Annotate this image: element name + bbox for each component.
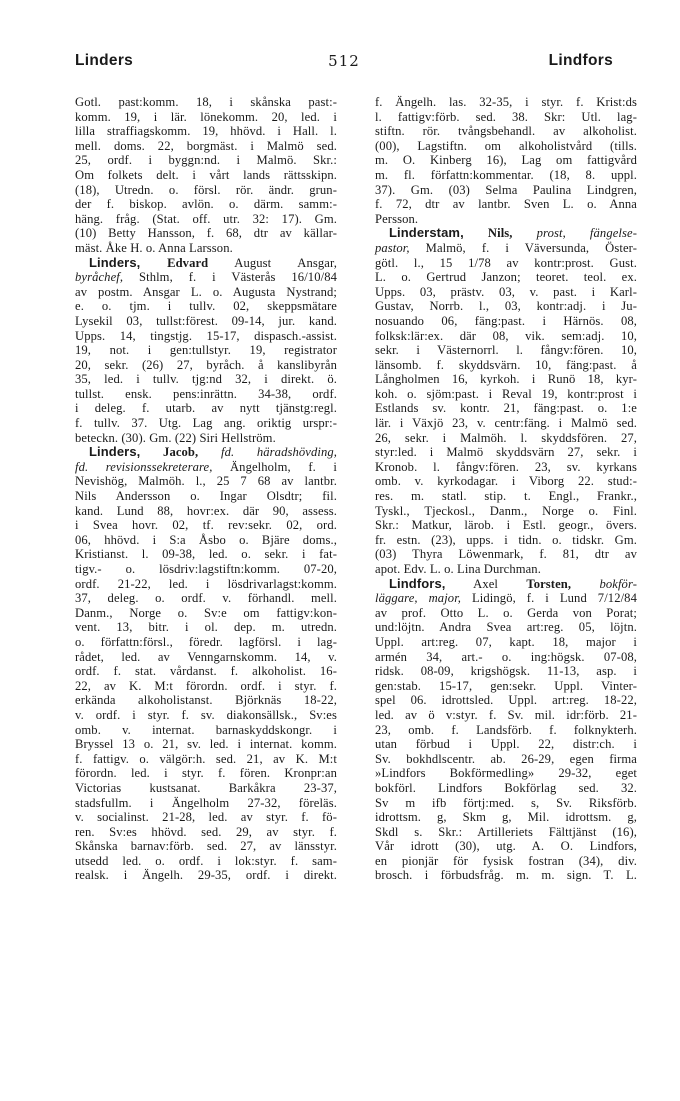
text-line	[375, 285, 637, 300]
text-line	[375, 708, 637, 723]
line-text: utsedd led. o. ordf. i lok:styr. f. sam-	[75, 853, 337, 868]
line-text: f. fattigv. o. välgör:h. sed. 21, av K. M:t	[75, 751, 337, 766]
text-line	[75, 577, 337, 592]
text-line	[375, 518, 637, 533]
running-head-right: Lindfors	[548, 52, 613, 69]
line-text: 19, not. i gen:tullstyr. 19, registrator	[75, 343, 337, 358]
line-text: und:löjtn. Andra Svea art:reg. 05, löjtn.	[375, 620, 637, 635]
line-text: ordf. f. stat. vårdanst. f. alkoholist. 16-	[75, 664, 337, 679]
text-line	[75, 372, 337, 387]
entry-title: pastor,	[375, 240, 410, 255]
line-text: Persson.	[375, 211, 419, 226]
entry-given: Nils,	[463, 226, 513, 241]
text-line	[75, 650, 337, 665]
text-line	[375, 110, 637, 125]
text-line	[375, 547, 637, 562]
line-text: armén 34, art.- o. ing:högsk. 07-08,	[375, 649, 637, 664]
text-line	[375, 460, 637, 475]
text-line	[375, 854, 637, 869]
line-text: Upps. 03, prästv. 03, v. past. i Karl-	[375, 284, 637, 299]
line-text: utan förbud i Uppl. 22, distr:ch. i	[375, 737, 637, 752]
line-text: res. m. statl. stip. t. Engl., Frankr.,	[375, 489, 637, 504]
line-text: Skdl s. Skr.: Artilleriets Fälttjänst (16),	[375, 824, 637, 839]
line-text: Skr.: Matkur, lärob. i Estl. geogr., övers.	[375, 518, 637, 533]
line-text: av prof. Otto L. o. Gerda von Porat;	[375, 605, 637, 620]
text-line	[375, 416, 637, 431]
text-line	[75, 460, 337, 475]
line-text: styr:led. i Malmö skyddsvärn 27, sekr. i	[375, 445, 637, 460]
text-line	[75, 124, 337, 139]
running-head-left: Linders	[75, 52, 134, 69]
entry-name: Linders,	[89, 254, 141, 270]
text-line	[375, 606, 637, 621]
line-text: ridsk. 08-09, krigshögsk. 11-13, asp. i	[375, 664, 637, 679]
line-text: götl. l., 15 1/78 av kontr:prost. Gust.	[375, 255, 637, 270]
line-text: Victorias kustsanat. Barkåkra 23-37,	[75, 780, 337, 795]
line-text: stadsfullm. i Ängelholm 27-32, föreläs.	[75, 795, 337, 810]
text-line	[375, 431, 637, 446]
line-text: fr. estn. (23), upps. i tidn. o. tidskr. Gm.	[375, 532, 637, 547]
entry-given: Torsten,	[526, 576, 572, 591]
line-text: tigv.- o. lösdriv:lagstiftn:komm. 07-20,	[75, 562, 337, 576]
line-text: 20, sekr. (26) 27, byråch. å kanslibyrån	[75, 357, 337, 372]
text-line	[375, 343, 637, 358]
line-text: lilla straffiagskomm. 19, hhövd. i Hall. l.	[75, 124, 337, 139]
text-line	[75, 766, 337, 781]
line-text: f. Ängelh. las. 32-35, i styr. f. Krist:ds	[375, 95, 637, 109]
entry-rest: August Ansgar,	[208, 255, 337, 270]
text-line	[375, 168, 637, 183]
text-line	[375, 577, 637, 592]
text-line	[375, 504, 637, 519]
line-text: f. tullv. 37. Utg. Lag ang. oriktig urspr:-	[75, 416, 337, 431]
line-text: nosuando 06, fäng:past. i Härnös. 08,	[375, 313, 637, 328]
text-line	[375, 679, 637, 694]
text-line	[375, 737, 637, 752]
text-line	[375, 825, 637, 840]
line-text: i Svea hovr. 02, tf. rev:sekr. 02, ord.	[75, 518, 337, 533]
line-text: e. o. tjm. i tullv. 02, skeppsmätare	[75, 299, 337, 314]
entry-rest: Ängelholm, f. i	[212, 459, 337, 474]
text-line	[375, 299, 637, 314]
text-line	[375, 693, 637, 708]
text-line	[75, 95, 337, 110]
line-text: vent. 13, bitr. i ol. dep. m. utredn.	[75, 620, 337, 635]
text-line	[75, 212, 337, 227]
text-line	[375, 562, 637, 577]
line-text: mäst. Åke H. o. Anna Larsson.	[75, 240, 233, 255]
line-text: realsk. i Ängelh. 29-35, ordf. i direkt.	[75, 868, 337, 883]
line-text: 26, sekr. i Malmöh. l. skyddsfören. 27,	[375, 430, 637, 445]
text-line	[75, 620, 337, 635]
line-text: länsomb. f. skyddsvärn. 10, fäng:past. å	[375, 357, 637, 372]
entry-name: Lindfors,	[389, 575, 446, 591]
text-line	[375, 839, 637, 854]
entry-name: Linders,	[89, 444, 141, 460]
line-text: 35, led. i tullv. tjg:nd 32, i direkt. ö.	[75, 372, 337, 387]
text-line	[375, 796, 637, 811]
line-text: Skånska barnav:förb. sed. 27, av länsstyr.	[75, 839, 337, 854]
line-text: koh. o. sjöm:past. i Reval 19, kontr:prost i	[375, 386, 637, 401]
line-text: (00), Lagstiftn. om alkoholistvård (tills.	[375, 138, 637, 153]
line-text: 22, av K. M:t förordn. ordf. i styr. f.	[75, 678, 337, 693]
line-text: Gotl. past:komm. 18, i skånska past:-	[75, 95, 337, 109]
line-text: L. o. Gertrud Janzon; teoret. teol. ex.	[375, 270, 637, 285]
text-line	[75, 606, 337, 621]
line-text: v. ordf. i styr. f. sv. diakonsällsk., Sv:es	[75, 707, 337, 722]
text-line	[375, 650, 637, 665]
text-line	[75, 868, 337, 883]
line-text: mell. doms. 22, borgmäst. i Malmö sed.	[75, 138, 337, 153]
line-text: o. författn:försl., föredr. lagförsl. i lag-	[75, 634, 337, 649]
text-line	[75, 547, 337, 562]
text-line	[75, 241, 337, 256]
text-line	[375, 781, 637, 796]
line-text: i deleg. f. utarb. av nytt tjänstg:regl.	[75, 401, 337, 416]
line-text: beteckn. (30). Gm. (22) Siri Hellström.	[75, 430, 276, 445]
text-line	[75, 839, 337, 854]
line-text: sekr. i Västernorrl. l. fångv:fören. 10,	[375, 343, 637, 358]
line-text: Tyskl., Tjeckosl., Danm., Norge o. Finl.	[375, 503, 637, 518]
text-line	[375, 358, 637, 373]
line-text: brosch. i förbudsfråg. m. m. sign. T. L.	[375, 868, 637, 883]
text-line	[75, 299, 337, 314]
text-line	[375, 620, 637, 635]
line-text: Sv. bokhdlscentr. ab. 26-29, egen firma	[375, 751, 637, 766]
text-line	[75, 285, 337, 300]
line-text: Kristianst. l. 09-38, led. o. sekr. i fat-	[75, 547, 337, 562]
text-line	[75, 825, 337, 840]
text-line	[75, 153, 337, 168]
line-text: m. O. Kinberg 16), Lag om fattigvård	[375, 153, 637, 168]
line-text: m. fl. författn:kommentar. (18, 8. uppl.	[375, 167, 637, 182]
text-line	[75, 387, 337, 402]
line-text: led. av ö v:styr. f. Sv. mil. idr:förb. 21-	[375, 707, 637, 722]
line-text: Danm., Norge o. Sv:e om fattigv:kon-	[75, 605, 337, 620]
entry-title: bokför-	[571, 576, 637, 591]
text-line	[75, 752, 337, 767]
text-line	[375, 124, 637, 139]
line-text: rådet, led. av Venngarnskomm. 14, v.	[75, 649, 337, 664]
line-text: der f. biskop. avlön. o. därm. samm:-	[75, 197, 337, 212]
text-line	[75, 401, 337, 416]
text-line	[375, 372, 637, 387]
text-line	[375, 752, 637, 767]
text-line	[75, 518, 337, 533]
entry-rest: Axel	[445, 576, 527, 591]
entry-rest: Malmö, f. i Väversunda, Öster-	[409, 240, 637, 255]
text-line	[75, 854, 337, 869]
line-text: Gustav, Norrb. l., 03, kontr:adj. i Ju-	[375, 299, 637, 314]
text-line	[375, 664, 637, 679]
line-text: Lysekil 03, tullst:förest. 09-14, jur. kand.	[75, 313, 337, 328]
line-text: (10) Betty Hansson, f. 68, dtr av källar-	[75, 226, 337, 241]
text-line	[375, 868, 637, 883]
text-line	[375, 139, 637, 154]
text-line	[75, 329, 337, 344]
text-line	[75, 810, 337, 825]
line-text: apot. Edv. L. o. Lina Durchman.	[375, 562, 541, 576]
line-text: 06, hhövd. i S:a Åsbo o. Bjäre doms.,	[75, 532, 337, 547]
text-line	[75, 562, 337, 577]
line-text: v. socialinst. 21-28, led. av styr. f. fö-	[75, 810, 337, 825]
text-line	[75, 416, 337, 431]
line-text: l. fattigv:förb. sed. 38. Skr: Utl. lag-	[375, 109, 637, 124]
text-line	[75, 679, 337, 694]
line-text: gen:stab. 15-17, gen:sekr. Uppl. Vinter-	[375, 678, 637, 693]
text-line	[375, 226, 637, 241]
entry-given: Edvard	[140, 255, 209, 270]
text-line	[75, 358, 337, 373]
line-text: idrottsm. g, Skm g, Mil. idrottsm. g,	[375, 810, 637, 825]
line-text: tullst. ensk. pens:inrättn. 34-38, ordf.	[75, 386, 337, 401]
text-line	[75, 723, 337, 738]
line-text: 37, deleg. o. ordf. v. förhandl. mell.	[75, 591, 337, 606]
line-text: stiftn. rör. tvångsbehandl. av alkoholist.	[375, 124, 637, 139]
entry-title: fd. revisionssekreterare,	[75, 459, 213, 474]
line-text: av postm. Ansgar L. o. Augusta Nystrand;	[75, 284, 337, 299]
line-text: förordn. led. i styr. f. fören. Kronpr:an	[75, 766, 337, 781]
text-line	[75, 591, 337, 606]
text-line	[375, 270, 637, 285]
text-line	[75, 693, 337, 708]
text-line	[75, 270, 337, 285]
text-line	[75, 533, 337, 548]
line-text: spel 06. idrottsled. Uppl. art:reg. 18-22,	[375, 693, 637, 708]
text-line	[375, 212, 637, 227]
line-text: 23, omb. f. Landsförb. f. folknykterh.	[375, 722, 637, 737]
line-text: häng. fråg. (Stat. off. utr. 32: 17). Gm.	[75, 211, 337, 226]
entry-title: fd. häradshövding,	[198, 445, 338, 460]
line-text: Långholmen 16, kyrkoh. i Runö 18, kyr-	[375, 372, 637, 387]
entry-given: Jacob,	[140, 445, 199, 460]
text-line	[75, 737, 337, 752]
text-line	[375, 241, 637, 256]
entry-title: byråchef,	[75, 270, 124, 285]
text-line	[75, 110, 337, 125]
line-text: Bryssel 13 o. 21, sv. led. i internat. komm.	[75, 737, 337, 752]
text-line	[75, 796, 337, 811]
text-line	[375, 723, 637, 738]
entry-rest: Lidingö, f. i Lund 7/12/84	[461, 591, 637, 606]
left-column	[75, 95, 337, 883]
line-text: erkända alkoholistanst. Björknäs 18-22,	[75, 693, 337, 708]
line-text: (03) Thyra Löwenmark, f. 81, dtr av	[375, 547, 637, 562]
line-text: bokförl. Lindfors Bokförlag sed. 32.	[375, 780, 637, 795]
line-text: Vår idrott (30), utg. A. O. Lindfors,	[375, 839, 637, 854]
text-line	[375, 810, 637, 825]
line-text: ren. Sv:es hhövd. sed. 29, av styr. f.	[75, 824, 337, 839]
line-text: Upps. 14, tingstjg. 15-17, dispasch.-assist.	[75, 328, 337, 343]
text-line	[75, 183, 337, 198]
text-line	[375, 387, 637, 402]
line-text: Nils Andersson o. Ingar Olsdtr; fil.	[75, 489, 337, 504]
text-line	[75, 664, 337, 679]
text-line	[375, 635, 637, 650]
text-line	[375, 401, 637, 416]
line-text: Kronob. l. fångv:fören. 23, sv. kyrkans	[375, 459, 637, 474]
text-line	[75, 226, 337, 241]
text-line	[375, 489, 637, 504]
text-line	[75, 781, 337, 796]
text-line	[75, 314, 337, 329]
right-column	[375, 95, 637, 883]
text-line	[75, 504, 337, 519]
text-line	[375, 474, 637, 489]
line-text: komm. 19, i lär. lönekomm. 20, led. i	[75, 109, 337, 124]
line-text: Estlands sv. kontr. 21, fäng:past. o. 1:e	[375, 401, 637, 416]
text-line	[75, 256, 337, 271]
line-text: ordf. 21-22, led. i lösdrivarlagst:komm.	[75, 576, 337, 591]
line-text: f. 72, dtr av lantbr. Sven L. o. Anna	[375, 197, 637, 212]
line-text: 25, ordf. i byggn:nd. i Malmö. Skr.:	[75, 153, 337, 168]
line-text: Om folkets delt. i vårt lands rättsskipn.	[75, 167, 337, 182]
text-line	[375, 95, 637, 110]
line-text: omb. v. kyrkodagar. i Viborg 22. stud:-	[375, 474, 637, 489]
line-text: Uppl. art:reg. 07, kapt. 18, major i	[375, 634, 637, 649]
text-line	[375, 197, 637, 212]
text-line	[75, 168, 337, 183]
entry-title: läggare, major,	[375, 591, 462, 606]
text-line	[375, 329, 637, 344]
text-line	[375, 445, 637, 460]
text-line	[75, 197, 337, 212]
line-text: (18), Utredn. o. försl. rör. ändr. grun-	[75, 182, 337, 197]
entry-title: prost, fängelse-	[512, 226, 637, 241]
line-text: omb. v. internat. barnaskyddskongr. i	[75, 722, 337, 737]
entry-rest: Sthlm, f. i Västerås 16/10/84	[123, 270, 337, 285]
text-line	[75, 635, 337, 650]
text-line	[75, 474, 337, 489]
line-text: en pionjär för fysisk fostran (34), div.	[375, 853, 637, 868]
text-line	[75, 708, 337, 723]
text-line	[375, 256, 637, 271]
line-text: kand. Lund 88, hovr:ex. där 90, assess.	[75, 503, 337, 518]
line-text: Sv m ifb förtj:med. s, Sv. Riksförb.	[375, 795, 637, 810]
text-line	[375, 314, 637, 329]
text-line	[375, 183, 637, 198]
text-line	[375, 766, 637, 781]
text-line	[375, 591, 637, 606]
line-text: Nevishög, Malmöh. l., 25 7 68 av lantbr.	[75, 474, 337, 489]
text-line	[75, 431, 337, 446]
text-line	[75, 489, 337, 504]
text-line	[75, 445, 337, 460]
line-text: folksk:lär:ex. där 08, vik. sem:adj. 10,	[375, 328, 637, 343]
line-text: »Lindfors Bokförmedling» 29-32, eget	[375, 766, 637, 781]
page-number: 512	[328, 52, 360, 70]
page-header	[75, 52, 613, 76]
entry-name: Linderstam,	[389, 225, 464, 241]
text-line	[375, 533, 637, 548]
text-line	[375, 153, 637, 168]
text-line	[75, 343, 337, 358]
line-text: lär. i Växjö 23, v. centr:fäng. i Malmö sed.	[375, 416, 637, 431]
line-text: 37). Gm. (03) Selma Paulina Lindgren,	[375, 182, 637, 197]
text-line	[75, 139, 337, 154]
